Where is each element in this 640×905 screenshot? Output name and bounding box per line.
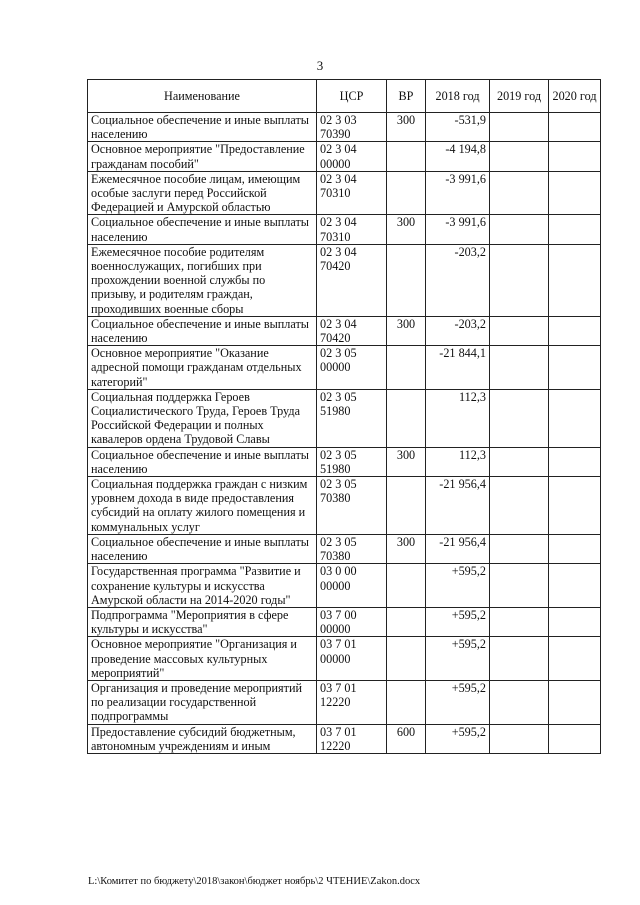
row-csr-cell: 02 3 04 70420 <box>317 244 387 316</box>
header-name: Наименование <box>88 80 317 113</box>
row-2020-cell <box>549 171 601 215</box>
row-2020-cell <box>549 637 601 681</box>
row-vr-cell: 300 <box>387 215 426 244</box>
table-row <box>88 316 601 345</box>
row-2018-cell: -21 956,4 <box>426 534 490 563</box>
row-2018-cell: -4 194,8 <box>426 142 490 171</box>
row-2020-cell <box>549 316 601 345</box>
row-csr-cell: 02 3 05 51980 <box>317 389 387 447</box>
row-2018-cell: 112,3 <box>426 389 490 447</box>
row-vr-cell <box>387 346 426 390</box>
table-row <box>88 171 601 215</box>
row-vr-cell <box>387 607 426 636</box>
row-vr-cell <box>387 171 426 215</box>
row-vr-cell: 300 <box>387 447 426 476</box>
row-name-cell: Организация и проведение мероприятий по реализации государственной подпрограммы <box>88 680 317 724</box>
row-2019-cell <box>490 534 549 563</box>
table-row <box>88 142 601 171</box>
row-2019-cell <box>490 477 549 535</box>
row-2020-cell <box>549 564 601 608</box>
header-csr: ЦСР <box>317 80 387 113</box>
file-path-footer: L:\Комитет по бюджету\2018\закон\бюджет ноябрь\2 ЧТЕНИЕ\Zakon.docx <box>88 876 421 887</box>
header-vr: ВР <box>387 80 426 113</box>
row-2020-cell <box>549 244 601 316</box>
row-vr-cell <box>387 477 426 535</box>
table-row <box>88 389 601 447</box>
table-row <box>88 534 601 563</box>
row-2019-cell <box>490 171 549 215</box>
table-row <box>88 637 601 681</box>
row-2020-cell <box>549 142 601 171</box>
row-2018-cell: -531,9 <box>426 113 490 142</box>
row-name-cell: Социальное обеспечение и иные выплаты населению <box>88 447 317 476</box>
row-csr-cell: 02 3 05 70380 <box>317 534 387 563</box>
row-name-cell: Социальное обеспечение и иные выплаты населению <box>88 215 317 244</box>
row-2018-cell: +595,2 <box>426 637 490 681</box>
row-vr-cell <box>387 142 426 171</box>
row-2019-cell <box>490 346 549 390</box>
row-2020-cell <box>549 215 601 244</box>
row-csr-cell: 03 7 00 00000 <box>317 607 387 636</box>
row-vr-cell <box>387 244 426 316</box>
row-2018-cell: -21 956,4 <box>426 477 490 535</box>
row-2020-cell <box>549 680 601 724</box>
row-name-cell: Социальное обеспечение и иные выплаты населению <box>88 113 317 142</box>
row-vr-cell <box>387 564 426 608</box>
row-csr-cell: 02 3 04 00000 <box>317 142 387 171</box>
row-vr-cell: 300 <box>387 534 426 563</box>
table-row <box>88 564 601 608</box>
row-2020-cell <box>549 447 601 476</box>
budget-table <box>87 79 601 754</box>
row-name-cell: Социальная поддержка граждан с низким уровнем дохода в виде предоставления субсидий на оплату жилого помещения и коммунальных услуг <box>88 477 317 535</box>
page-number: 3 <box>316 58 324 73</box>
row-vr-cell: 600 <box>387 724 426 753</box>
header-2019: 2019 год <box>490 80 549 113</box>
row-csr-cell: 03 7 01 12220 <box>317 680 387 724</box>
row-2019-cell <box>490 724 549 753</box>
row-2018-cell: -21 844,1 <box>426 346 490 390</box>
row-vr-cell <box>387 680 426 724</box>
row-vr-cell: 300 <box>387 316 426 345</box>
row-2019-cell <box>490 607 549 636</box>
row-name-cell: Социальное обеспечение и иные выплаты населению <box>88 534 317 563</box>
row-2018-cell: 112,3 <box>426 447 490 476</box>
row-name-cell: Подпрограмма "Мероприятия в сфере культуры и искусства" <box>88 607 317 636</box>
row-vr-cell <box>387 389 426 447</box>
header-2018: 2018 год <box>426 80 490 113</box>
row-vr-cell <box>387 637 426 681</box>
table-header-row <box>88 80 601 113</box>
row-csr-cell: 02 3 04 70310 <box>317 215 387 244</box>
row-2020-cell <box>549 534 601 563</box>
table-row <box>88 244 601 316</box>
row-name-cell: Социальная поддержка Героев Социалистического Труда, Героев Труда Российской Федерации и полных кавалеров ордена Трудовой Славы <box>88 389 317 447</box>
table-row <box>88 607 601 636</box>
row-name-cell: Основное мероприятие "Оказание адресной помощи гражданам отдельных категорий" <box>88 346 317 390</box>
table-row <box>88 346 601 390</box>
row-csr-cell: 03 0 00 00000 <box>317 564 387 608</box>
row-2018-cell: -203,2 <box>426 244 490 316</box>
table-row <box>88 724 601 753</box>
header-2020: 2020 год <box>549 80 601 113</box>
row-name-cell: Государственная программа "Развитие и сохранение культуры и искусства Амурской области на 2014-2020 годы" <box>88 564 317 608</box>
row-2018-cell: -203,2 <box>426 316 490 345</box>
row-csr-cell: 02 3 04 70420 <box>317 316 387 345</box>
row-csr-cell: 02 3 03 70390 <box>317 113 387 142</box>
row-2018-cell: -3 991,6 <box>426 171 490 215</box>
row-2020-cell <box>549 477 601 535</box>
row-name-cell: Ежемесячное пособие лицам, имеющим особые заслуги перед Российской Федерацией и Амурской областью <box>88 171 317 215</box>
row-csr-cell: 02 3 05 70380 <box>317 477 387 535</box>
table-row <box>88 477 601 535</box>
table-row <box>88 215 601 244</box>
row-name-cell: Ежемесячное пособие родителям военнослужащих, погибших при прохождении военной службы по призыву, и родителям граждан, проходивших военные сборы <box>88 244 317 316</box>
row-2020-cell <box>549 346 601 390</box>
row-2019-cell <box>490 215 549 244</box>
row-csr-cell: 02 3 04 70310 <box>317 171 387 215</box>
row-2019-cell <box>490 564 549 608</box>
row-2019-cell <box>490 113 549 142</box>
row-2020-cell <box>549 389 601 447</box>
row-vr-cell: 300 <box>387 113 426 142</box>
row-2018-cell: -3 991,6 <box>426 215 490 244</box>
row-2020-cell <box>549 113 601 142</box>
row-csr-cell: 02 3 05 00000 <box>317 346 387 390</box>
row-2019-cell <box>490 680 549 724</box>
row-2020-cell <box>549 607 601 636</box>
row-name-cell: Предоставление субсидий бюджетным, автономным учреждениям и иным <box>88 724 317 753</box>
row-name-cell: Основное мероприятие "Организация и проведение массовых культурных мероприятий" <box>88 637 317 681</box>
row-2019-cell <box>490 447 549 476</box>
row-csr-cell: 03 7 01 12220 <box>317 724 387 753</box>
row-name-cell: Социальное обеспечение и иные выплаты населению <box>88 316 317 345</box>
table-row <box>88 113 601 142</box>
table-body <box>88 113 601 754</box>
table-row <box>88 447 601 476</box>
table-row <box>88 680 601 724</box>
row-2019-cell <box>490 389 549 447</box>
row-2019-cell <box>490 244 549 316</box>
row-name-cell: Основное мероприятие "Предоставление гражданам пособий" <box>88 142 317 171</box>
row-2018-cell: +595,2 <box>426 680 490 724</box>
row-2018-cell: +595,2 <box>426 564 490 608</box>
row-2019-cell <box>490 637 549 681</box>
row-csr-cell: 02 3 05 51980 <box>317 447 387 476</box>
row-2020-cell <box>549 724 601 753</box>
row-csr-cell: 03 7 01 00000 <box>317 637 387 681</box>
row-2019-cell <box>490 142 549 171</box>
row-2019-cell <box>490 316 549 345</box>
row-2018-cell: +595,2 <box>426 607 490 636</box>
row-2018-cell: +595,2 <box>426 724 490 753</box>
